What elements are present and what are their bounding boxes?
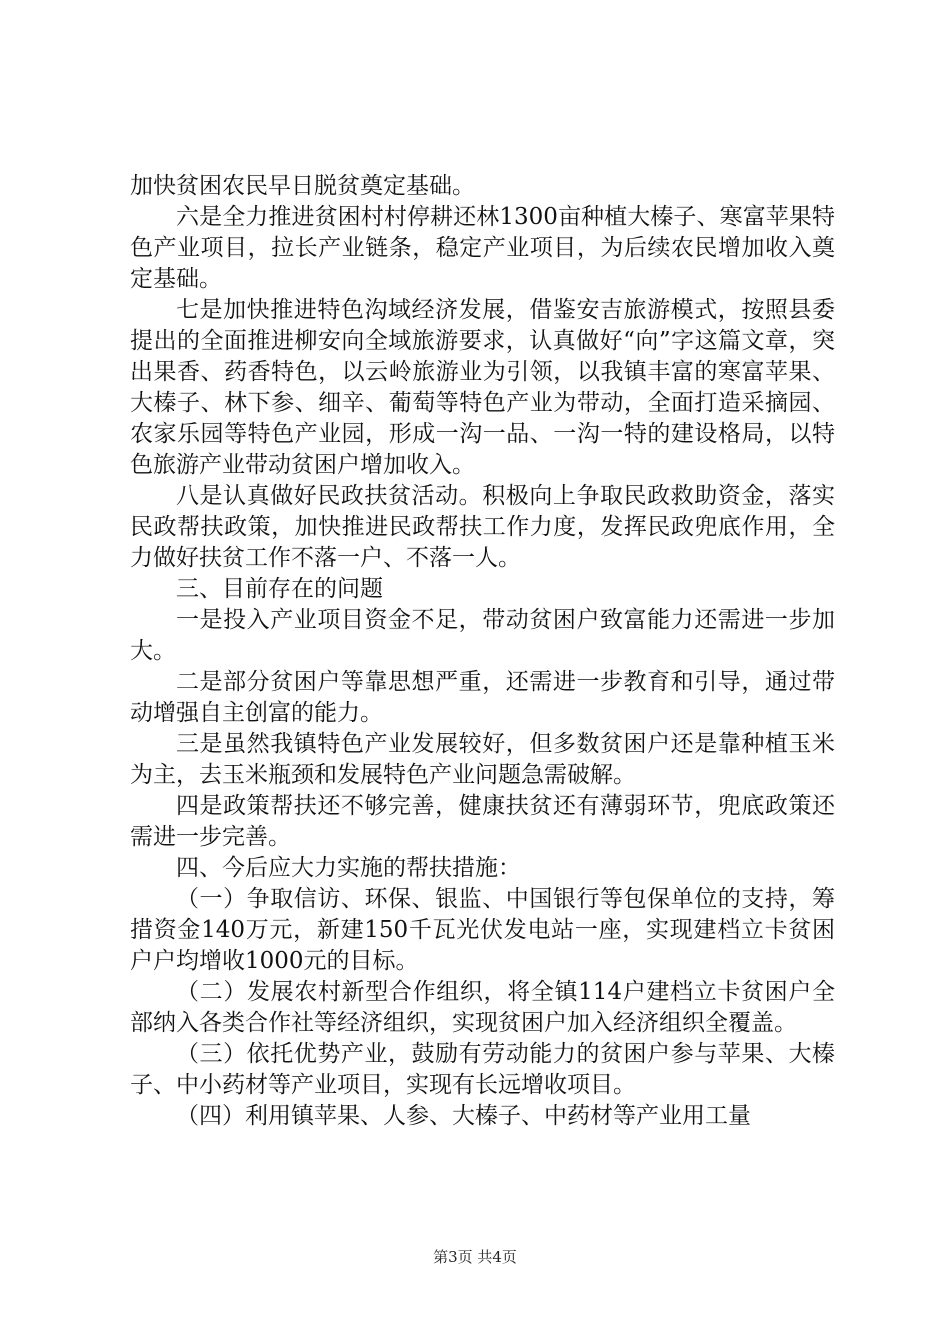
problem-item-4: 四是政策帮扶还不够完善，健康扶贫还有薄弱环节，兜底政策还需进一步完善。 (130, 793, 835, 850)
section-heading-measures: 四、今后应大力实施的帮扶措施： (176, 855, 521, 881)
section-heading-problems: 三、目前存在的问题 (176, 576, 383, 602)
page-footer: 第3页 共4页 (433, 1248, 517, 1266)
problem-item-2: 二是部分贫困户等靠思想严重，还需进一步教育和引导，通过带动增强自主创富的能力。 (130, 669, 835, 726)
problem-item-3: 三是虽然我镇特色产业发展较好，但多数贫困户还是靠种植玉米为主，去玉米瓶颈和发展特色产业问题急需破解。 (130, 731, 835, 788)
paragraph-item-7: 七是加快推进特色沟域经济发展，借鉴安吉旅游模式，按照县委提出的全面推进柳安向全域旅游要求，认真做好“向”字这篇文章，突出果香、药香特色，以云岭旅游业为引领，以我镇丰富的寒富苹果、大榛子、林下参、细辛、葡萄等特色产业为带动，全面打造采摘园、农家乐园等特色产业园，形成一沟一品、一沟一特的建设格局，以特色旅游产业带动贫困户增加收入。 (130, 297, 835, 478)
paragraph-item-6: 六是全力推进贫困村村停耕还林1300亩种植大榛子、寒富苹果特色产业项目，拉长产业链条，稳定产业项目，为后续农民增加收入奠定基础。 (130, 204, 835, 292)
measure-item-2: （二）发展农村新型合作组织，将全镇114户建档立卡贫困户全部纳入各类合作社等经济组织，实现贫困户加入经济组织全覆盖。 (130, 979, 835, 1036)
paragraph-item-8: 八是认真做好民政扶贫活动。积极向上争取民政救助资金，落实民政帮扶政策，加快推进民政帮扶工作力度，发挥民政兜底作用，全力做好扶贫工作不落一户、不落一人。 (130, 483, 835, 571)
problem-item-1: 一是投入产业项目资金不足，带动贫困户致富能力还需进一步加大。 (130, 607, 835, 664)
document-body (130, 171, 835, 1132)
measure-item-1: （一）争取信访、环保、银监、中国银行等包保单位的支持，筹措资金140万元，新建150千瓦光伏发电站一座，实现建档立卡贫困户户均增收1000元的目标。 (130, 886, 835, 974)
measure-item-3: （三）依托优势产业，鼓励有劳动能力的贫困户参与苹果、大榛子、中小药材等产业项目，实现有长远增收项目。 (130, 1041, 835, 1098)
measure-item-4: （四）利用镇苹果、人参、大榛子、中药材等产业用工量 (176, 1103, 751, 1129)
paragraph-continuation: 加快贫困农民早日脱贫奠定基础。 (130, 173, 475, 199)
